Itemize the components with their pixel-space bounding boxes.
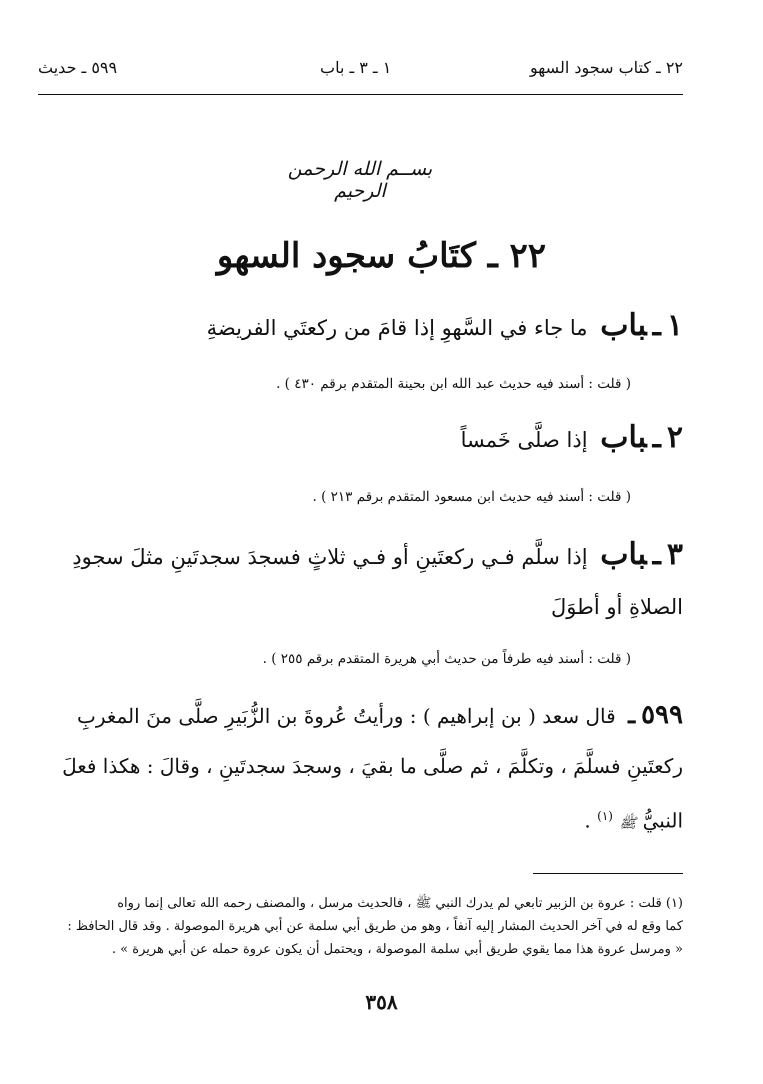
chapter-heading-1 xyxy=(38,308,683,343)
chapter-number: ٢ xyxy=(666,420,683,455)
footnote-reference[interactable]: (١) xyxy=(597,809,613,823)
chapter-heading-2 xyxy=(38,420,683,455)
chapter-note-2: ( قلت : أسند فيه حديث ابن مسعود المتقدم برقم ٢١٣ ) . xyxy=(312,489,631,505)
chapter-dash: ـ xyxy=(652,421,661,454)
page-number: ٣٥٨ xyxy=(365,990,398,1014)
running-header xyxy=(38,58,683,84)
chapter-title: ما جاء في السَّهوِ إذا قامَ من ركعتَي الفريضةِ xyxy=(206,316,588,340)
header-hadith-number: ٥٩٩ ـ حديث xyxy=(38,58,118,77)
chapter-number: ١ xyxy=(666,308,683,343)
footnote-divider xyxy=(533,873,683,874)
basmala: بســم الله الرحمن الرحيم xyxy=(287,158,433,202)
salla-honorific-glyph: ﷺ xyxy=(619,815,637,832)
chapter-title: إذا سلَّم فـي ركعتَينِ أو فـي ثلاثٍ فسجدَ سجدتَينِ مثلَ سجودِ الصلاةِ أو أطوَلَ xyxy=(72,545,683,619)
chapter-dash: ـ xyxy=(652,538,661,571)
hadith-end-mark: . xyxy=(584,808,591,833)
chapter-dash: ـ xyxy=(652,309,661,342)
book-title: ٢٢ ـ كتَابُ سجود السهو xyxy=(216,236,547,276)
footnote-line: كما وقع له في آخر الحديث المشار إليه آنفاً ، وهو من طريق أبي سلمة عن أبي هريرة الموصولة . وقد قال الحافظ : xyxy=(67,919,683,934)
chapter-title: إذا صلَّى خَمساً xyxy=(460,428,588,452)
chapter-note-3: ( قلت : أسند فيه طرفاً من حديث أبي هريرة المتقدم برقم ٢٥٥ ) . xyxy=(262,651,631,667)
hadith-number: ٥٩٩ xyxy=(641,700,683,730)
hadith-dash: ـ xyxy=(628,700,636,729)
chapter-note-1: ( قلت : أسند فيه حديث عبد الله ابن بحينة المتقدم برقم ٤٣٠ ) . xyxy=(276,376,631,392)
chapter-bab-word: باب xyxy=(600,308,647,343)
hadith-paragraph xyxy=(38,690,683,849)
chapter-bab-word: باب xyxy=(600,537,647,572)
chapter-heading-3 xyxy=(38,530,683,632)
footnote-line: (١) قلت : عروة بن الزبير تابعي لم يدرك النبي ﷺ ، فالحديث مرسل ، والمصنف رحمه الله تعالى إنما رواه xyxy=(117,896,683,911)
footnotes xyxy=(38,892,683,961)
footnote-line: « ومرسل عروة هذا مما يقوي طريق أبي سلمة الموصولة ، ويحتمل أن يكون عروة حمله عن أبي هريرة » . xyxy=(111,942,683,957)
hadith-text: قال سعد ( بن إبراهيم ) : ورأيتُ عُروةَ بن الزُّبَيرِ صلَّى منَ المغربِ ركعتَينِ فسلَّمَ ، وتكلَّمَ ، ثم صلَّى ما بقيَ ، وسجدَ سجدتَينِ ، وقالَ : هكذا فعلَ النبيُّ xyxy=(62,704,683,833)
chapter-bab-word: باب xyxy=(600,420,647,455)
header-book-title: ٢٢ ـ كتاب سجود السهو xyxy=(530,58,683,77)
chapter-number: ٣ xyxy=(666,537,683,572)
header-chapter-range: ١ ـ ٣ ـ باب xyxy=(320,58,392,77)
header-divider xyxy=(38,94,683,95)
